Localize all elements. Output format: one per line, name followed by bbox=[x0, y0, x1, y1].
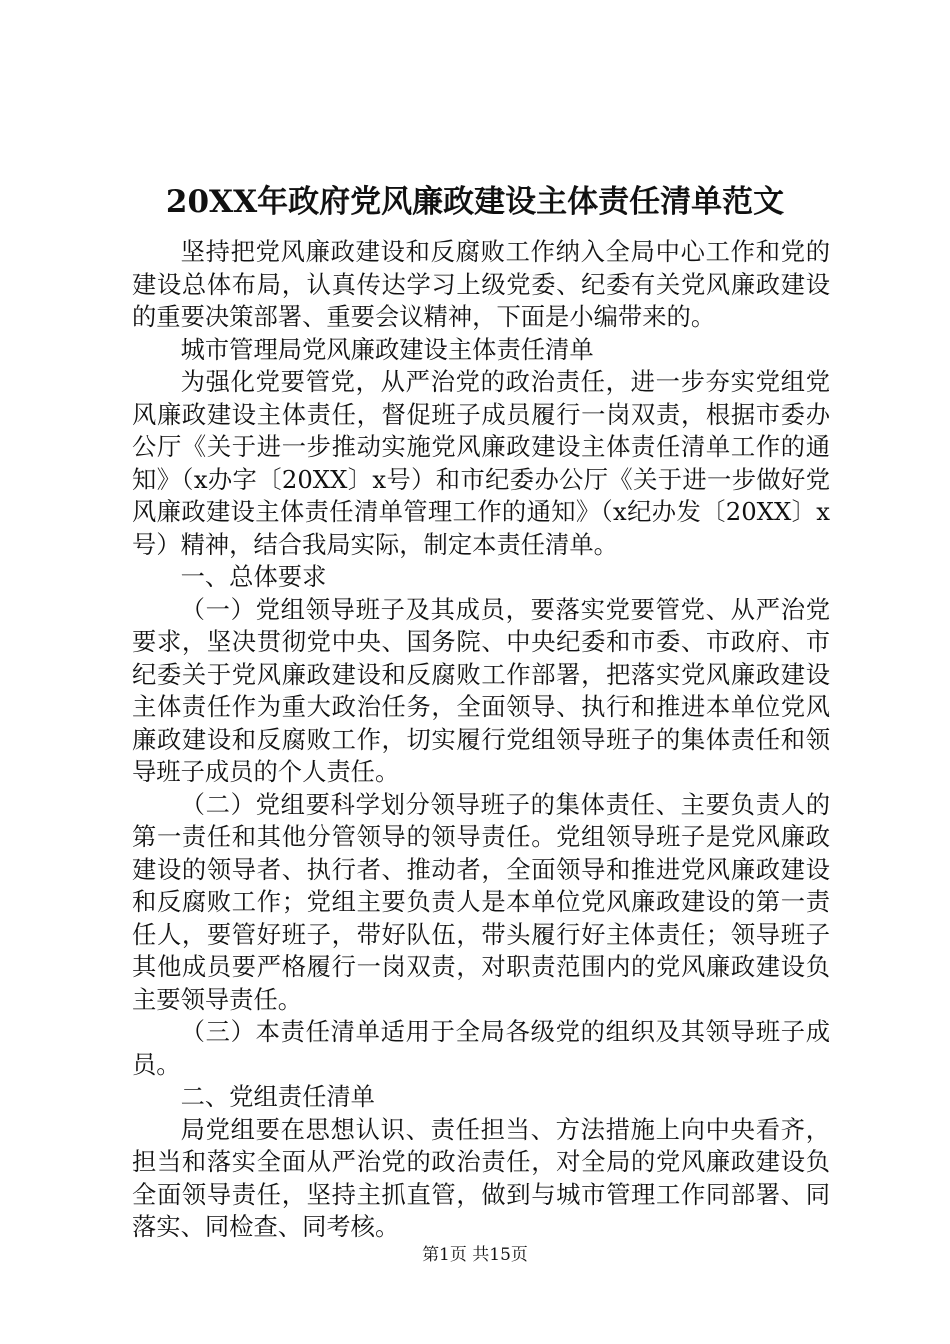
section-heading-party-group: 二、党组责任清单 bbox=[180, 1082, 375, 1111]
paragraph-item-3: （三）本责任清单适用于全局各级党的组织及其领导班子成员。 bbox=[132, 1017, 830, 1079]
section-heading-general: 一、总体要求 bbox=[180, 562, 327, 591]
paragraph-party-group: 局党组要在思想认识、责任担当、方法措施上向中央看齐，担当和落实全面从严治党的政治责任，对全局的党风廉政建设负全面领导责任，坚持主抓直管，做到与城市管理工作同部署、同落实、同检查、同考核。 bbox=[132, 1114, 830, 1241]
document-body bbox=[132, 236, 830, 1244]
paragraph-item-2: （二）党组要科学划分领导班子的集体责任、主要负责人的第一责任和其他分管领导的领导责任。党组领导班子是党风廉政建设的领导者、执行者、推动者，全面领导和推进党风廉政建设和反腐败工作；党组主要负责人是本单位党风廉政建设的第一责任人，要管好班子，带好队伍，带头履行好主体责任；领导班子其他成员要严格履行一岗双责，对职责范围内的党风廉政建设负主要领导责任。 bbox=[132, 789, 830, 1014]
document-title: 20XX年政府党风廉政建设主体责任清单范文 bbox=[165, 184, 785, 220]
section-heading: 城市管理局党风廉政建设主体责任清单 bbox=[180, 334, 594, 364]
paragraph-purpose: 为强化党要管党，从严治党的政治责任，进一步夯实党组党风廉政建设主体责任，督促班子成员履行一岗双责，根据市委办公厅《关于进一步推动实施党风廉政建设主体责任清单工作的通知》（x办字〔20XX〕x号）和市纪委办公厅《关于进一步做好党风廉政建设主体责任清单管理工作的通知》（x纪办发〔20XX〕x号）精神，结合我局实际，制定本责任清单。 bbox=[132, 367, 830, 559]
paragraph-intro: 坚持把党风廉政建设和反腐败工作纳入全局中心工作和党的建设总体布局，认真传达学习上级党委、纪委有关党风廉政建设的重要决策部署、重要会议精神，下面是小编带来的。 bbox=[132, 237, 830, 331]
paragraph-item-1: （一）党组领导班子及其成员，要落实党要管党、从严治党要求，坚决贯彻党中央、国务院、中央纪委和市委、市政府、市纪委关于党风廉政建设和反腐败工作部署，把落实党风廉政建设主体责任作为重大政治任务，全面领导、执行和推进本单位党风廉政建设和反腐败工作，切实履行党组领导班子的集体责任和领导班子成员的个人责任。 bbox=[132, 594, 830, 786]
page-number-footer: 第1页 共15页 bbox=[422, 1245, 528, 1265]
